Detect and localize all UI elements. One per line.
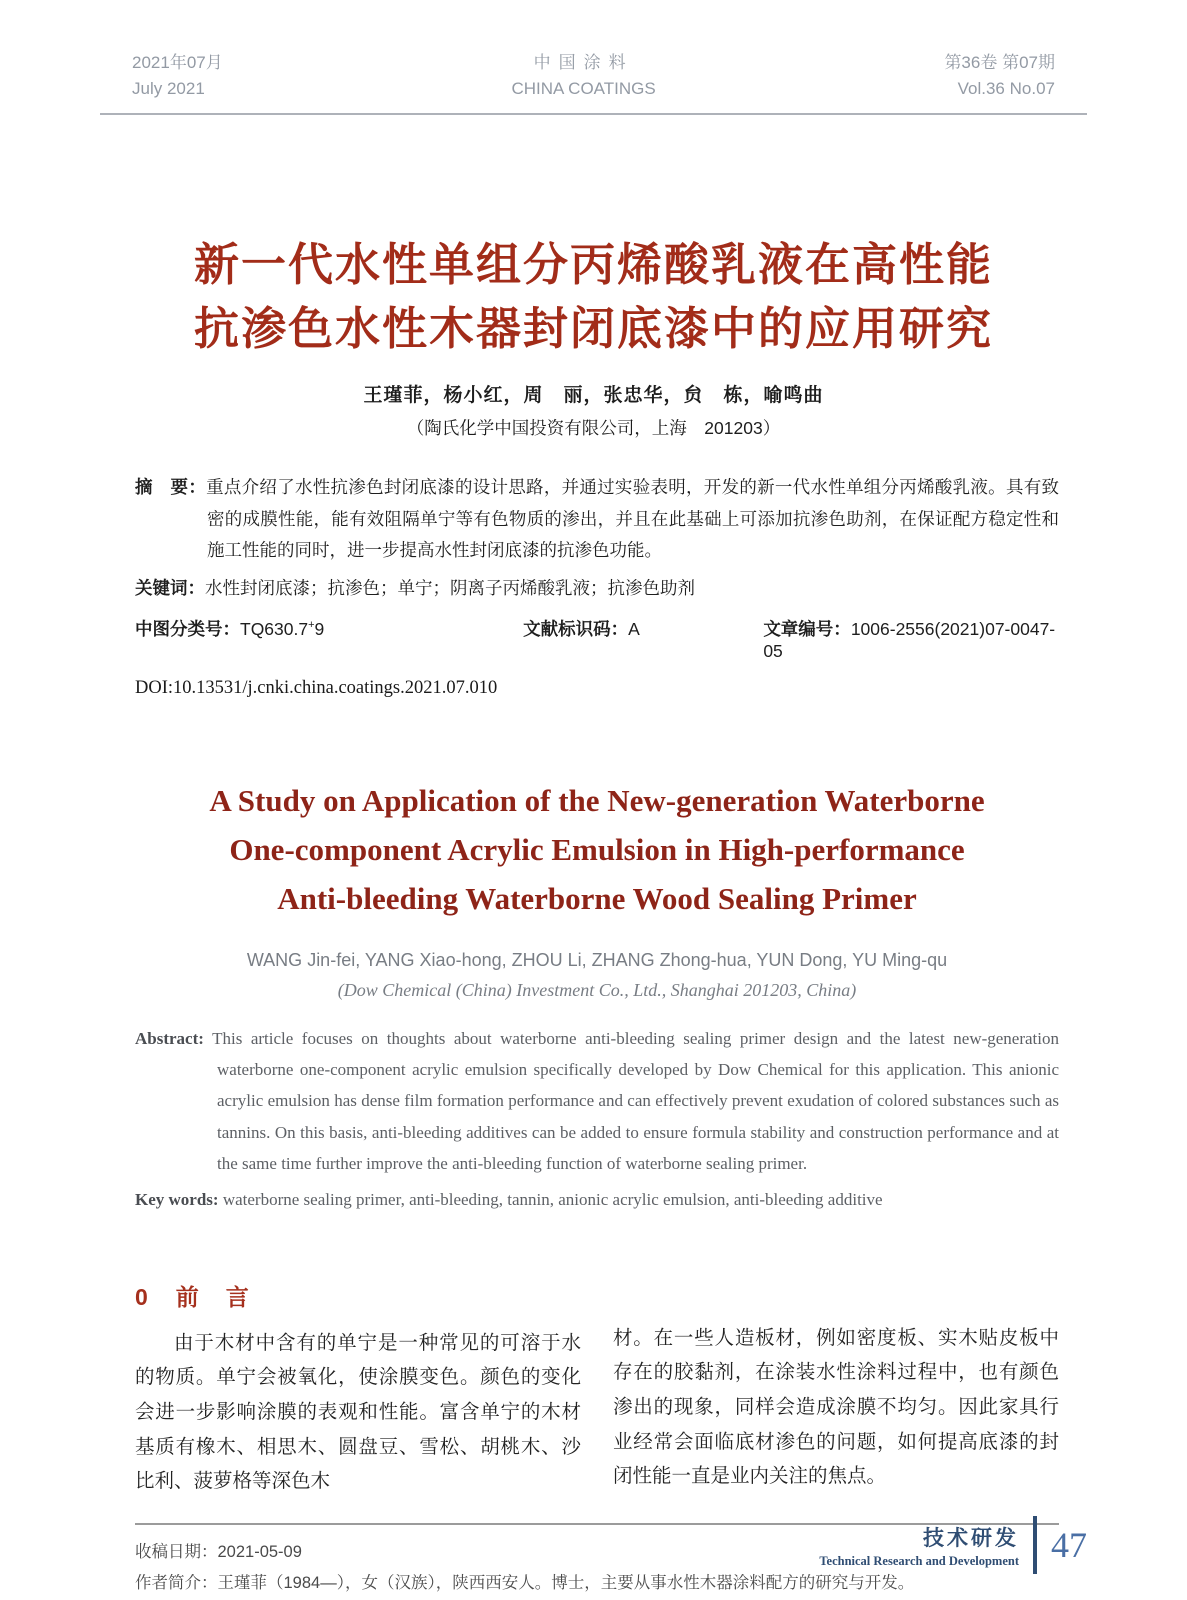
masthead-issue-en: Vol.36 No.07 [957, 79, 1055, 99]
abstract-en-label: Abstract: [135, 1028, 204, 1048]
front-matter [0, 472, 1187, 1599]
masthead-date-en: July 2021 [132, 79, 205, 99]
masthead-issue-cn: 第36卷 第07期 [944, 53, 1055, 72]
abstract-en [135, 1023, 1059, 1180]
received-date: 收稿日期：2021-05-09 [135, 1543, 302, 1562]
body-paragraph-left: 由于木材中含有的单宁是一种常见的可溶于水的物质。单宁会被氧化，使涂膜变色。颜色的变化会进一步影响涂膜的表观和性能。富含单宁的木材基质有橡木、相思木、圆盘豆、雪松、胡桃木、沙比利、菠萝格等深色木 [135, 1331, 581, 1493]
article-meta-row [135, 616, 1059, 662]
article-title-en-line3: Anti-bleeding Waterborne Wood Sealing Primer [277, 880, 917, 916]
authors-en: WANG Jin-fei, YANG Xiao-hong, ZHOU Li, ZHANG Zhong-hua, YUN Dong, YU Ming-qu [246, 949, 948, 970]
body-paragraph-right: 材。在一些人造板材，例如密度板、实木贴皮板中存在的胶黏剂，在涂装水性涂料过程中，也有颜色渗出的现象，同样会造成涂膜不均匀。因此家具行业经常会面临底材渗色的问题，如何提高底漆的封闭性能一直是业内关注的焦点。 [613, 1326, 1059, 1488]
article-title-en-line2: One-component Acrylic Emulsion in High-performance [229, 831, 965, 867]
article-title-en-line1: A Study on Application of the New-generation Waterborne [209, 782, 985, 818]
footer-column-en: Technical Research and Development [819, 1553, 1019, 1568]
authors-cn: 王瑾菲，杨小红，周 丽，张忠华，贠 栋，喻鸣曲 [363, 385, 824, 407]
abstract-cn-text: 重点介绍了水性抗渗色封闭底漆的设计思路，并通过实验表明，开发的新一代水性单组分丙烯酸乳液。具有致密的成膜性能，能有效阻隔单宁等有色物质的渗出，并且在此基础上可添加抗渗色助剂，在保证配方稳定性和施工性能的同时，进一步提高水性封闭底漆的抗渗色功能。 [206, 477, 1060, 560]
document-code-value: A [628, 618, 640, 639]
page-footer [819, 1516, 1087, 1574]
document-code [523, 616, 763, 662]
affiliation-en: (Dow Chemical (China) Investment Co., Ltd., Shanghai 201203, China) [337, 979, 857, 1000]
article-title-cn-line2: 抗渗色水性木器封闭底漆中的应用研究 [193, 302, 993, 354]
author-bio: 作者简介：王瑾菲（1984—），女（汉族），陕西西安人。博士，主要从事水性木器涂料配方的研究与开发。 [135, 1574, 915, 1593]
article-id-label: 文章编号： [763, 618, 851, 639]
journal-masthead [100, 50, 1087, 115]
masthead-journal-name [511, 50, 655, 103]
article-title-cn [0, 233, 1187, 361]
keywords-cn-text: 水性封闭底漆；抗渗色；单宁；阴离子丙烯酸乳液；抗渗色助剂 [205, 577, 695, 598]
abstract-en-text: This article focuses on thoughts about waterborne anti-bleeding sealing primer design and the latest new-generation waterborne one-component acrylic emulsion specifically developed by Dow Chemical for this application. This anionic acrylic emulsion has dense film formation performance and can effectively prevent exudation of colored substances such as tannins. On this basis, anti-bleeding additives can be added to ensure formula stability and construction performance and at the same time further improve the anti-bleeding function of waterborne sealing primer. [212, 1028, 1060, 1174]
keywords-cn [135, 574, 1059, 604]
page-number: 47 [1051, 1525, 1087, 1565]
masthead-date-cn: 2021年07月 [132, 53, 223, 72]
body-columns [135, 1279, 1059, 1500]
clc-superscript: + [308, 618, 315, 631]
abstract-cn [135, 472, 1059, 565]
document-code-label: 文献标识码： [523, 618, 629, 639]
doi: DOI:10.13531/j.cnki.china.coatings.2021.07.010 [135, 677, 498, 698]
section-0-number: 0 [135, 1283, 150, 1310]
keywords-cn-label: 关键词： [135, 577, 205, 598]
article-title-cn-line1: 新一代水性单组分丙烯酸乳液在高性能 [193, 238, 993, 290]
keywords-en-label: Key words: [135, 1189, 219, 1209]
article-title-en [135, 777, 1059, 924]
clc-number [135, 616, 523, 662]
masthead-journal-cn: 中国涂料 [533, 53, 634, 72]
abstract-cn-label: 摘 要： [135, 477, 207, 498]
masthead-date [132, 50, 223, 103]
article-id [763, 616, 1059, 662]
article-id-value: 1006-2556(2021)07-0047-05 [763, 618, 1056, 661]
section-0-title: 前 言 [175, 1283, 251, 1310]
affiliation-cn: （陶氏化学中国投资有限公司，上海 201203） [406, 418, 781, 439]
masthead-journal-en: CHINA COATINGS [511, 79, 656, 99]
body-column-left [135, 1279, 581, 1500]
footer-column-cn: 技术研发 [923, 1526, 1019, 1550]
keywords-en [135, 1186, 1059, 1215]
clc-after: 9 [314, 618, 325, 639]
clc-label: 中图分类号： [135, 618, 240, 639]
masthead-issue [944, 50, 1055, 103]
body-column-right [613, 1279, 1059, 1500]
keywords-en-text: waterborne sealing primer, anti-bleeding, tannin, anionic acrylic emulsion, anti-bleeding additive [222, 1189, 883, 1209]
clc-value: TQ630.7 [240, 618, 309, 639]
footer-column-title [819, 1522, 1019, 1569]
section-0-heading [135, 1279, 581, 1312]
footer-divider-bar [1033, 1516, 1037, 1574]
